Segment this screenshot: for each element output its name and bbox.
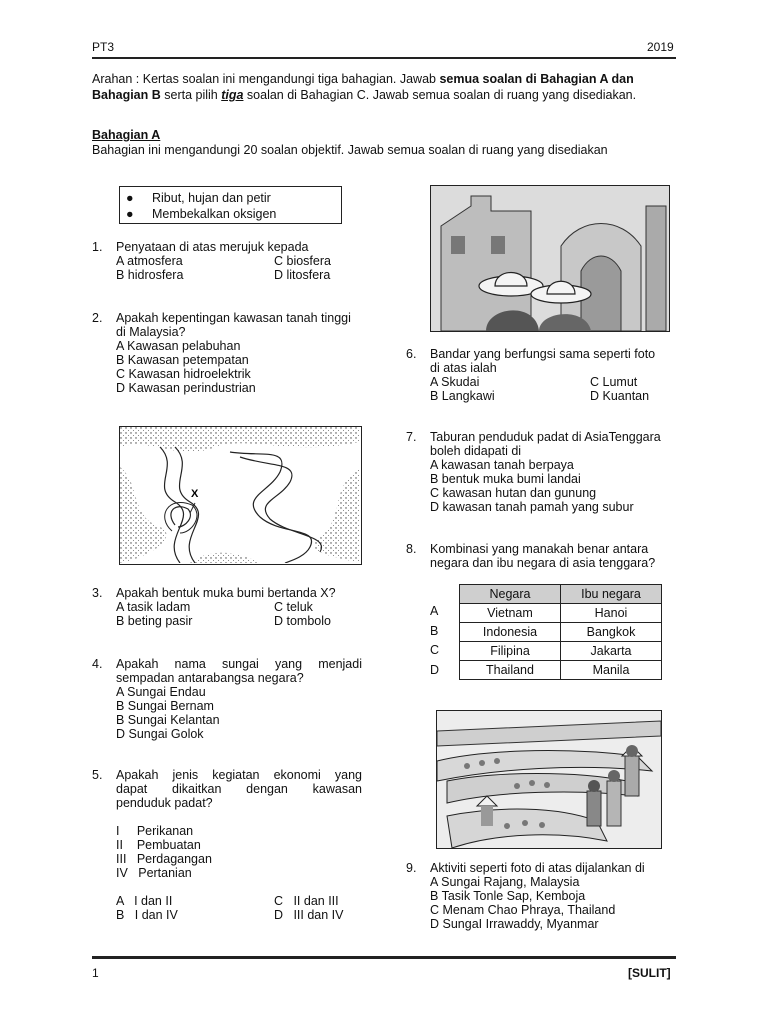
question-3 (92, 586, 362, 636)
option-b[interactable]: B Sungai Bernam (116, 699, 214, 713)
question-9 (406, 861, 676, 933)
question-text: Apakah kepentingan kawasan tanah tinggi (116, 311, 351, 325)
header-left: PT3 (92, 40, 115, 54)
option-a[interactable]: A Sungai Rajang, Malaysia (430, 875, 580, 889)
statement-text-1: Ribut, hujan dan petir (152, 191, 271, 205)
question-7 (406, 430, 676, 520)
option-c[interactable]: C Lumut (590, 375, 638, 389)
river-map-drawing (120, 427, 360, 563)
statement-text-2: Membekalkan oksigen (152, 207, 277, 221)
option-b[interactable]: B hidrosfera (116, 268, 184, 282)
question-text: di atas ialah (430, 361, 497, 375)
question-text: Bandar yang berfungsi sama seperti foto (430, 347, 656, 361)
footer-rule (92, 956, 676, 959)
question-number: 3. (92, 586, 103, 600)
table-cell-negara: Vietnam (460, 604, 561, 623)
option-c[interactable]: C II dan III (274, 894, 339, 908)
instructions-tiga: tiga (221, 88, 244, 102)
question-text: boleh didapati di (430, 444, 522, 458)
question-text: Taburan penduduk padat di AsiaTenggara (430, 430, 661, 444)
option-d[interactable]: D III dan IV (274, 908, 344, 922)
floating-market-photo-figure (436, 710, 662, 849)
question-text: dapat dikaitkan dengan kawasan (116, 782, 362, 796)
table-header-row (460, 585, 662, 604)
header-right: 2019 (647, 40, 674, 54)
table-cell-negara: Thailand (460, 661, 561, 680)
statement-item: ● Ribut, hujan dan petir (126, 191, 271, 205)
question-number: 6. (406, 347, 417, 361)
table-cell-ibu-negara: Hanoi (561, 604, 662, 623)
option-b[interactable]: B I dan IV (116, 908, 178, 922)
question-number: 1. (92, 240, 103, 254)
option-c[interactable]: C teluk (274, 600, 313, 614)
table-letter-c[interactable]: C (430, 643, 440, 657)
question-text: Kombinasi yang manakah benar antara (430, 542, 649, 556)
question-5 (92, 768, 362, 928)
column-header-negara: Negara (460, 585, 561, 604)
table-cell-negara: Indonesia (460, 623, 561, 642)
question-text: Aktiviti seperti foto di atas dijalankan di (430, 861, 645, 875)
table-row (460, 661, 662, 680)
page-number: 1 (92, 966, 99, 980)
question-text: negara dan ibu negara di asia tenggara? (430, 556, 656, 570)
town-photo-figure (430, 185, 670, 332)
option-a[interactable]: A kawasan tanah berpaya (430, 458, 574, 472)
instructions (92, 71, 676, 103)
question-text: di Malaysia? (116, 325, 186, 339)
question-text: Apakah jenis kegiatan ekonomi yang (116, 768, 362, 782)
option-b[interactable]: B bentuk muka bumi landai (430, 472, 581, 486)
option-c[interactable]: B Sungai Kelantan (116, 713, 220, 727)
option-d[interactable]: D Kuantan (590, 389, 650, 403)
question-1 (92, 240, 362, 290)
column-header-ibu-negara: Ibu negara (561, 585, 662, 604)
question-number: 5. (92, 768, 103, 782)
option-c[interactable]: C biosfera (274, 254, 331, 268)
table-cell-negara: Filipina (460, 642, 561, 661)
question-text: Apakah bentuk muka bumi bertanda X? (116, 586, 336, 600)
option-d[interactable]: D litosfera (274, 268, 331, 282)
question-4 (92, 657, 362, 747)
question-6 (406, 347, 676, 407)
question-text: Penyataan di atas merujuk kepada (116, 240, 309, 254)
table-row (460, 623, 662, 642)
option-b[interactable]: B Langkawi (430, 389, 495, 403)
instructions-text-3: soalan di Bahagian C. Jawab semua soalan di ruang yang disediakan. (243, 88, 637, 102)
table-cell-ibu-negara: Jakarta (561, 642, 662, 661)
question-number: 4. (92, 657, 103, 671)
statement-i: I Perikanan (116, 824, 194, 838)
option-d[interactable]: D kawasan tanah pamah yang subur (430, 500, 634, 514)
option-d[interactable]: D tombolo (274, 614, 331, 628)
instructions-text-2: serta pilih (160, 88, 222, 102)
statement-iii: III Perdagangan (116, 852, 212, 866)
statement-box (119, 186, 342, 224)
option-c[interactable]: C kawasan hutan dan gunung (430, 486, 597, 500)
option-d[interactable]: D Kawasan perindustrian (116, 381, 256, 395)
question-2 (92, 311, 362, 401)
statement-item: ● Membekalkan oksigen (126, 207, 277, 221)
section-title: Bahagian A (92, 128, 161, 142)
option-b[interactable]: B beting pasir (116, 614, 193, 628)
question-number: 7. (406, 430, 417, 444)
instructions-text-1: Arahan : Kertas soalan ini mengandungi tiga bahagian. Jawab (92, 72, 440, 86)
table-letter-d[interactable]: D (430, 663, 440, 677)
table-letter-a[interactable]: A (430, 604, 439, 618)
question-text: sempadan antarabangsa negara? (116, 671, 304, 685)
map-label-x: X (191, 488, 199, 500)
option-c[interactable]: C Menam Chao Phraya, Thailand (430, 903, 616, 917)
question-text: Apakah nama sungai yang menjadi (116, 657, 362, 671)
table-row (460, 604, 662, 623)
option-a[interactable]: A atmosfera (116, 254, 183, 268)
option-a[interactable]: A Skudai (430, 375, 480, 389)
option-d[interactable]: D Sungai Golok (116, 727, 204, 741)
table-cell-ibu-negara: Bangkok (561, 623, 662, 642)
section-description: Bahagian ini mengandungi 20 soalan objektif. Jawab semua soalan di ruang yang disediakan (92, 143, 608, 157)
table-row (460, 642, 662, 661)
question-8 (406, 542, 676, 572)
table-letter-b[interactable]: B (430, 624, 439, 638)
option-b[interactable]: B Tasik Tonle Sap, Kemboja (430, 889, 586, 903)
question-number: 8. (406, 542, 417, 556)
question-number: 9. (406, 861, 417, 875)
option-d[interactable]: D SungaI Irrawaddy, Myanmar (430, 917, 599, 931)
instructions-bold-1: semua soalan di Bahagian A dan (439, 72, 634, 86)
sulit-label: [SULIT] (628, 966, 671, 980)
option-c[interactable]: C Kawasan hidroelektrik (116, 367, 251, 381)
statement-iv: IV Pertanian (116, 866, 192, 880)
country-capital-table (459, 584, 662, 680)
instructions-bold-2: Bahagian B (92, 88, 161, 102)
town-photo-drawing (431, 186, 669, 331)
option-b[interactable]: B Kawasan petempatan (116, 353, 249, 367)
question-text: penduduk padat? (116, 796, 213, 810)
option-a[interactable]: A tasik ladam (116, 600, 191, 614)
option-a[interactable]: A Kawasan pelabuhan (116, 339, 241, 353)
question-number: 2. (92, 311, 103, 325)
table-cell-ibu-negara: Manila (561, 661, 662, 680)
header-rule (92, 57, 676, 59)
option-a[interactable]: A I dan II (116, 894, 173, 908)
statement-ii: II Pembuatan (116, 838, 201, 852)
river-map-figure (119, 426, 362, 565)
floating-market-drawing (437, 711, 661, 848)
option-a[interactable]: A Sungai Endau (116, 685, 206, 699)
